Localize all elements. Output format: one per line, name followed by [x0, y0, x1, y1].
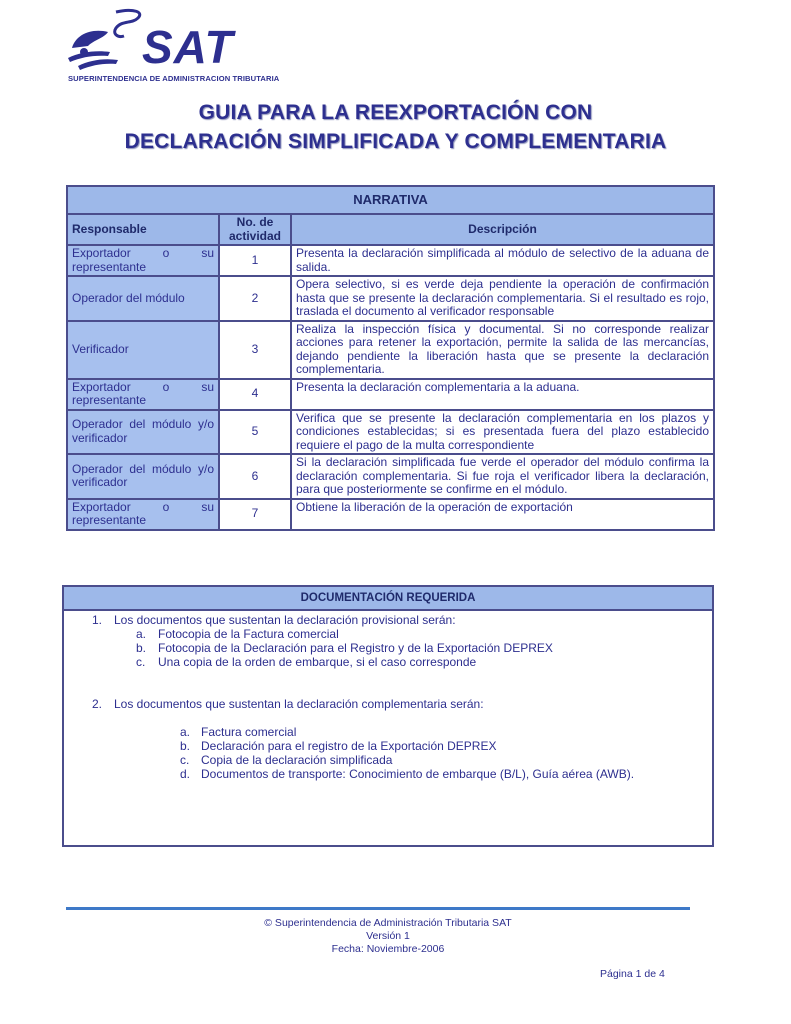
row-number: 6	[219, 454, 291, 499]
documentacion-box	[62, 585, 714, 847]
list-subitem: Una copia de la orden de embarque, si el caso corresponde	[158, 655, 477, 669]
row-description: Opera selectivo, si es verde deja pendiente la operación de confirmación hasta que se presente la declaración complementaria. Si el resultado es rojo, traslada el documento al verificador responsable	[291, 276, 714, 321]
list-letter: a.	[180, 725, 191, 739]
narrativa-table	[66, 185, 715, 531]
page-title-line-1: GUIA PARA LA REEXPORTACIÓN CON	[198, 101, 593, 124]
row-responsable: Exportador o su representante	[72, 379, 214, 407]
table-row	[67, 379, 714, 410]
table-row	[67, 454, 714, 499]
list-subitem: Fotocopia de la Factura comercial	[158, 627, 339, 641]
list-number: 2.	[92, 697, 103, 711]
row-description: Si la declaración simplificada fue verde el operador del módulo confirma la declaración complementaria. Si fue roja el verificador libera la declaración, para que posteriormente se confirme en el módulo.	[291, 454, 714, 499]
list-subitem: Copia de la declaración simplificada	[201, 753, 393, 767]
table-row	[67, 499, 714, 530]
footer-version: Versión 1	[366, 930, 410, 942]
column-header-responsable: Responsable	[67, 214, 219, 245]
table-row	[67, 245, 714, 276]
row-description: Presenta la declaración simplificada al módulo de selectivo de la aduana de salida.	[291, 245, 714, 276]
logo-wordmark: SAT	[142, 21, 234, 73]
column-header-actividad: No. de actividad	[219, 214, 291, 245]
row-number: 4	[219, 379, 291, 410]
page-number: Página 1 de 4	[600, 968, 665, 980]
logo-subtitle: SUPERINTENDENCIA DE ADMINISTRACION TRIBUTARIA	[68, 74, 280, 83]
row-number: 3	[219, 321, 291, 379]
list-subitem: Documentos de transporte: Conocimiento de embarque (B/L), Guía aérea (AWB).	[201, 767, 635, 781]
row-responsable: Exportador o su representante	[72, 499, 214, 527]
list-subitem: Factura comercial	[201, 725, 297, 739]
list-letter: b.	[136, 641, 147, 655]
row-responsable: Verificador	[72, 341, 129, 356]
list-item: Los documentos que sustentan la declaración complementaria serán:	[114, 697, 484, 711]
row-description: Verifica que se presente la declaración complementaria en los plazos y condiciones establecidas; si es presentada fuera del plazo establecido requiere el pago de la multa correspondiente	[291, 410, 714, 455]
list-letter: a.	[136, 627, 147, 641]
table-row	[67, 321, 714, 379]
row-description: Obtiene la liberación de la operación de exportación	[291, 499, 714, 530]
narrativa-heading: NARRATIVA	[67, 186, 714, 214]
column-header-descripcion: Descripción	[291, 214, 714, 245]
row-responsable: Operador del módulo y/o verificador	[72, 417, 214, 445]
list-letter: c.	[180, 753, 190, 767]
documentacion-heading: DOCUMENTACIÓN REQUERIDA	[64, 587, 712, 611]
footer-divider	[66, 907, 690, 910]
sat-logo	[64, 8, 284, 88]
table-row	[67, 410, 714, 455]
list-item: Los documentos que sustentan la declaración provisional serán:	[114, 613, 456, 627]
row-responsable: Exportador o su representante	[72, 246, 214, 274]
row-responsable: Operador del módulo y/o verificador	[72, 461, 214, 490]
footer-date: Fecha: Noviembre-2006	[331, 943, 445, 955]
list-letter: c.	[136, 655, 146, 669]
footer-copyright: © Superintendencia de Administración Tributaria SAT	[264, 917, 512, 929]
row-description: Realiza la inspección física y documental. Si no corresponde realizar acciones para retener la exportación, permite la salida de las mercancías, dejando pendiente la liberación hasta que se presente la declaración complementaria.	[291, 321, 714, 379]
list-number: 1.	[92, 613, 103, 627]
list-subitem: Fotocopia de la Declaración para el Registro y de la Exportación DEPREX	[158, 641, 553, 655]
row-number: 7	[219, 499, 291, 530]
list-subitem: Declaración para el registro de la Exportación DEPREX	[201, 739, 497, 753]
row-description: Presenta la declaración complementaria a la aduana.	[291, 379, 714, 410]
row-responsable: Operador del módulo	[72, 290, 185, 305]
sat-bird-emblem-icon	[64, 8, 154, 78]
page-title-line-2: DECLARACIÓN SIMPLIFICADA Y COMPLEMENTARIA	[124, 130, 667, 153]
list-letter: d.	[180, 767, 191, 781]
row-number: 5	[219, 410, 291, 455]
table-row	[67, 276, 714, 321]
row-number: 1	[219, 245, 291, 276]
row-number: 2	[219, 276, 291, 321]
list-letter: b.	[180, 739, 191, 753]
